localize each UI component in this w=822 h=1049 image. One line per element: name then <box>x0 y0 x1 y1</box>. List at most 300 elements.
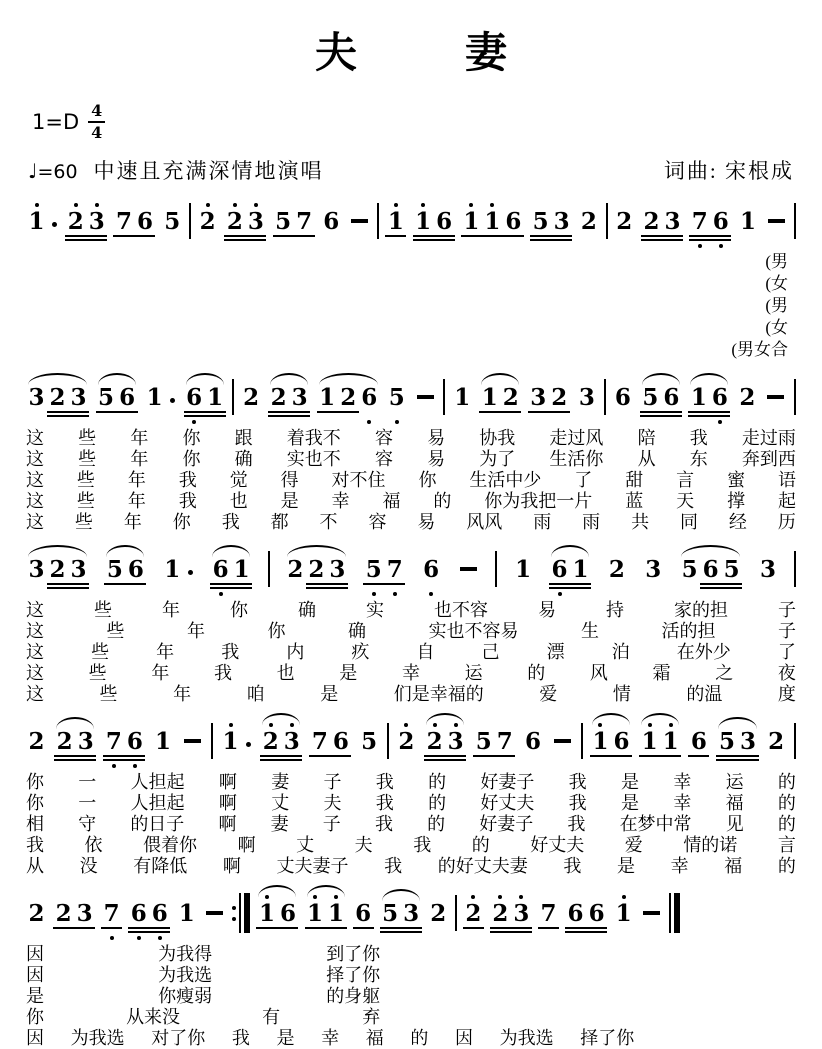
lyric-syllable: 是 <box>276 1028 295 1049</box>
lyric-syllable: 你 <box>26 772 44 793</box>
note-group <box>103 720 145 762</box>
lyric-syllable: 我 <box>374 814 393 835</box>
note: 6 <box>700 548 721 590</box>
dash <box>768 219 785 223</box>
note-group <box>461 200 524 242</box>
octave-up-dot <box>471 895 475 899</box>
note-group <box>197 200 218 242</box>
lyric-row <box>26 835 796 856</box>
barline <box>581 723 583 759</box>
note: 6 <box>586 892 607 934</box>
note: 2 <box>739 384 756 412</box>
note-group <box>268 376 310 418</box>
note-group <box>490 892 532 934</box>
lyric-syllable: 家的担 <box>674 600 728 621</box>
lyric-syllable: 我 <box>568 772 587 793</box>
lyric-syllable: 因 <box>455 1028 473 1049</box>
quarter-note-icon: ♩ <box>28 159 38 184</box>
octave-up-dot <box>313 895 317 899</box>
lyric-syllable: 度 <box>777 684 796 705</box>
lyric-syllable: 风风 <box>466 512 503 533</box>
lyric-syllable: 你 <box>182 449 201 470</box>
note: 3 <box>662 200 683 242</box>
lyric-syllable: 啊 <box>218 793 237 814</box>
thin-barline <box>239 893 241 933</box>
lyric-syllable: 运 <box>725 772 744 793</box>
lyric-row <box>26 663 796 684</box>
lyric-syllable: 为我选 <box>70 1028 125 1049</box>
lyric-syllable: 我 <box>26 835 44 856</box>
note: 7 <box>538 892 559 934</box>
note: 1 <box>317 376 338 418</box>
end-repeat-sign <box>232 893 250 933</box>
note: 6 <box>421 548 442 590</box>
lyric-syllable: 是 <box>320 684 339 705</box>
augmentation-dot <box>188 570 193 575</box>
lyric-syllable: 我 <box>221 512 240 533</box>
note: 2 <box>608 556 625 584</box>
note: 7 <box>113 200 134 242</box>
lyric-syllable: 些 <box>88 663 107 684</box>
lyric-syllable: 的 <box>777 793 796 814</box>
lyric-syllable: 些 <box>99 684 118 705</box>
lyric-syllable: 你 <box>267 621 286 642</box>
notation-line <box>26 885 681 941</box>
dash <box>643 911 660 915</box>
lyric-syllable: 到了你 <box>326 944 381 965</box>
lyric-syllable: 弃 <box>362 1007 381 1028</box>
note-group <box>641 200 683 242</box>
lyric-syllable: 的 <box>777 772 796 793</box>
lyric-syllable: 妻 <box>270 814 289 835</box>
lyric-syllable: 这 <box>26 512 44 533</box>
octave-up-dot <box>74 203 78 207</box>
lyric-syllable: 这 <box>26 621 44 642</box>
note: 7 <box>494 720 515 762</box>
note: 2 <box>47 376 68 418</box>
lyric-syllable: 有 <box>262 1007 281 1028</box>
note: 1 <box>385 200 406 242</box>
tempo-bpm: =60 <box>37 161 78 184</box>
part-label: (女 <box>765 318 788 338</box>
octave-up-dot <box>334 895 338 899</box>
lyric-syllable: 的日子 <box>130 814 185 835</box>
lyric-syllable: 幸 <box>673 772 692 793</box>
lyric-syllable: 人担起 <box>130 793 185 814</box>
note: 5 <box>721 548 742 590</box>
lyric-syllable: 我 <box>689 428 708 449</box>
lyric-syllable: 我 <box>178 491 197 512</box>
lyric-row <box>26 428 796 449</box>
lyric-syllable: 些 <box>78 428 97 449</box>
octave-down-dot <box>133 764 137 768</box>
lyric-syllable: 持 <box>606 600 624 621</box>
lyric-syllable: 年 <box>187 621 205 642</box>
lyric-syllable: 啊 <box>237 835 256 856</box>
lyric-syllable: 我 <box>375 793 394 814</box>
note: 1 <box>515 556 532 584</box>
note: 6 <box>614 384 631 412</box>
lyric-syllable: 啊 <box>218 814 237 835</box>
note-group <box>549 548 591 590</box>
lyric-syllable: 的 <box>410 1028 429 1049</box>
lyric-syllable: 子 <box>778 621 796 642</box>
octave-down-dot <box>558 592 562 596</box>
lyric-syllable: 确 <box>234 449 253 470</box>
part-label: (女 <box>765 274 788 294</box>
lyric-row <box>26 856 796 877</box>
note: 6 <box>611 720 632 762</box>
note: 1 <box>305 892 326 934</box>
note-group <box>26 892 47 934</box>
octave-up-dot <box>622 895 626 899</box>
octave-down-dot <box>158 936 162 940</box>
note: 1 <box>660 720 681 762</box>
lyric-syllable: 夜 <box>777 663 796 684</box>
note: 6 <box>688 720 709 762</box>
lyric-syllable: 情的诺 <box>683 835 738 856</box>
lyric-syllable: 从 <box>26 856 44 877</box>
note: 3 <box>578 384 595 412</box>
lyric-syllable: 见 <box>725 814 744 835</box>
barline <box>387 723 389 759</box>
note-group <box>210 548 252 590</box>
note-group <box>639 720 681 762</box>
note: 5 <box>273 200 294 242</box>
lyric-syllable: 年 <box>130 428 149 449</box>
octave-up-dot <box>206 203 210 207</box>
lyric-syllable: 这 <box>26 449 44 470</box>
note: 2 <box>396 720 417 762</box>
lyric-syllable: 走过雨 <box>741 428 796 449</box>
note: 2 <box>500 376 521 418</box>
lyric-syllable: 幸 <box>670 856 689 877</box>
note: 6 <box>134 200 155 242</box>
lyric-syllable: 实也不容易 <box>428 621 519 642</box>
lyric-row <box>26 600 796 621</box>
lyric-syllable: 甜 <box>625 470 644 491</box>
lyric-syllable: 同 <box>679 512 698 533</box>
lyric-syllable: 我 <box>178 470 197 491</box>
music-system <box>26 885 796 1049</box>
augmentation-dot <box>52 222 57 227</box>
note: 2 <box>53 892 74 934</box>
octave-up-dot <box>265 895 269 899</box>
dash <box>351 219 368 223</box>
note-group <box>363 548 405 590</box>
lyric-syllable: 爱 <box>539 684 558 705</box>
music-system <box>26 193 796 361</box>
lyric-syllable: 的温 <box>686 684 723 705</box>
score-systems <box>26 193 796 1049</box>
lyric-syllable: 一 <box>78 793 97 814</box>
key-signature: 1=D <box>32 109 80 134</box>
dash <box>184 739 201 743</box>
note: 7 <box>101 892 122 934</box>
note-group <box>65 200 107 242</box>
lyric-row <box>26 986 380 1007</box>
lyric-syllable: 活的担 <box>661 621 716 642</box>
lyric-syllable: 易 <box>427 449 446 470</box>
note-group <box>679 548 742 590</box>
octave-up-dot <box>498 895 502 899</box>
note-group <box>413 200 455 242</box>
note: 2 <box>549 376 570 418</box>
octave-up-dot <box>269 723 273 727</box>
note: 3 <box>738 720 759 762</box>
thick-barline <box>244 893 250 933</box>
note: 1 <box>326 892 347 934</box>
note: 6 <box>124 720 145 762</box>
lyric-syllable: 是 <box>620 772 639 793</box>
lyric-row <box>26 621 796 642</box>
lyric-syllable: 夫 <box>354 835 373 856</box>
final-barline <box>669 893 680 933</box>
note: 2 <box>243 384 260 412</box>
lyric-syllable: 的 <box>428 772 447 793</box>
note: 2 <box>54 720 75 762</box>
note: 2 <box>260 720 281 762</box>
dash <box>460 567 477 571</box>
octave-down-dot <box>429 592 433 596</box>
barline <box>604 379 606 415</box>
note-group <box>309 720 351 762</box>
note: 1 <box>613 892 634 934</box>
lyric-syllable: 择了你 <box>580 1028 635 1049</box>
note: 6 <box>353 892 374 934</box>
time-signature-denominator: 4 <box>91 122 103 142</box>
lyric-syllable: 我 <box>563 856 582 877</box>
note: 1 <box>146 384 163 412</box>
barline <box>794 379 796 415</box>
lyric-syllable: 丈夫妻子 <box>276 856 349 877</box>
note-group <box>612 376 633 418</box>
lyrics-block <box>26 428 796 533</box>
octave-down-dot <box>110 936 114 940</box>
lyric-syllable: 奔到西 <box>741 449 796 470</box>
octave-down-dot <box>192 420 196 424</box>
lyric-syllable: 福 <box>365 1028 384 1049</box>
lyric-syllable: 对了你 <box>151 1028 206 1049</box>
lyric-syllable: 些 <box>91 642 110 663</box>
octave-down-dot <box>219 592 223 596</box>
note: 3 <box>551 200 572 242</box>
note: 7 <box>689 200 710 242</box>
lyric-row <box>26 491 796 512</box>
note: 7 <box>103 720 124 762</box>
note-group <box>113 200 155 242</box>
note: 3 <box>445 720 466 762</box>
lyric-syllable: 在梦中常 <box>619 814 692 835</box>
lyric-syllable: 协我 <box>479 428 516 449</box>
note-group <box>428 892 449 934</box>
note-group <box>643 548 664 590</box>
lyric-syllable: 为我选 <box>158 965 213 986</box>
note: 1 <box>639 720 660 762</box>
note: 3 <box>75 720 96 762</box>
note-group <box>162 548 195 590</box>
lyric-syllable: 容 <box>374 449 393 470</box>
octave-down-dot <box>367 420 371 424</box>
lyric-syllable: 幸 <box>331 491 350 512</box>
lyric-syllable: 择了你 <box>326 965 381 986</box>
note-group <box>26 548 89 590</box>
lyric-syllable: 雨 <box>533 512 552 533</box>
lyric-syllable: 咱 <box>246 684 265 705</box>
lyric-syllable: 语 <box>777 470 796 491</box>
lyric-syllable: 撑 <box>727 491 746 512</box>
note: 2 <box>47 548 68 590</box>
lyric-syllable: 言 <box>777 835 796 856</box>
barline <box>606 203 608 239</box>
music-system <box>26 369 796 533</box>
note: 5 <box>380 892 401 934</box>
lyric-syllable: 跟 <box>234 428 253 449</box>
note-group <box>26 200 59 242</box>
time-signature-numerator: 4 <box>88 102 105 123</box>
lyric-syllable: 我 <box>568 793 587 814</box>
note-group <box>688 376 730 418</box>
lyric-syllable: 了 <box>777 642 796 663</box>
lyric-syllable: 我 <box>567 814 586 835</box>
note-group <box>421 548 442 590</box>
part-labels <box>26 251 796 361</box>
lyric-syllable: 福 <box>382 491 401 512</box>
note: 7 <box>309 720 330 762</box>
lyric-syllable: 你 <box>230 600 248 621</box>
note: 6 <box>117 376 138 418</box>
note: 3 <box>528 376 549 418</box>
note: 1 <box>454 384 471 412</box>
note-group <box>260 720 302 762</box>
lyric-syllable: 这 <box>26 684 44 705</box>
lyric-syllable: 没 <box>79 856 98 877</box>
note-group <box>359 720 380 762</box>
octave-up-dot <box>233 203 237 207</box>
note-group <box>176 892 197 934</box>
lyric-syllable: 有降低 <box>133 856 188 877</box>
lyric-syllable: 己 <box>481 642 500 663</box>
note: 1 <box>482 200 503 242</box>
note-group <box>224 200 266 242</box>
lyric-syllable: 是 <box>620 793 639 814</box>
octave-up-dot <box>421 203 425 207</box>
note: 1 <box>570 548 591 590</box>
lyric-syllable: 霜 <box>652 663 671 684</box>
note: 3 <box>245 200 266 242</box>
note: 1 <box>155 728 172 756</box>
note-group <box>522 720 543 762</box>
lyric-syllable: 为了 <box>479 449 516 470</box>
lyric-syllable: 你 <box>182 428 201 449</box>
lyrics-block <box>26 772 796 877</box>
lyric-syllable: 的 <box>777 814 796 835</box>
lyric-syllable: 你 <box>26 793 44 814</box>
note: 2 <box>424 720 445 762</box>
note: 5 <box>363 548 384 590</box>
note-group <box>386 376 407 418</box>
lyric-row <box>26 512 796 533</box>
lyric-syllable: 年 <box>151 663 170 684</box>
lyric-syllable: 年 <box>156 642 175 663</box>
lyric-syllable: 为我选 <box>499 1028 554 1049</box>
lyric-syllable: 们是幸福的 <box>393 684 484 705</box>
note: 2 <box>463 892 484 934</box>
barline <box>211 723 213 759</box>
lyric-syllable: 蜜 <box>727 470 746 491</box>
lyric-syllable: 我 <box>231 1028 250 1049</box>
note: 2 <box>490 892 511 934</box>
augmentation-dot <box>246 742 251 747</box>
lyric-syllable: 实 <box>366 600 384 621</box>
note-group <box>305 892 347 934</box>
note: 1 <box>413 200 434 242</box>
note: 5 <box>104 548 125 590</box>
lyric-syllable: 着我不 <box>286 428 341 449</box>
lyric-row <box>26 772 796 793</box>
note: 3 <box>401 892 422 934</box>
note-group <box>241 376 262 418</box>
note: 1 <box>220 720 241 762</box>
dash <box>554 739 571 743</box>
note-group <box>104 548 146 590</box>
lyric-syllable: 人担起 <box>130 772 185 793</box>
note: 2 <box>616 208 633 236</box>
repeat-dot <box>232 906 236 910</box>
lyric-syllable: 年 <box>173 684 192 705</box>
notation-line <box>26 193 796 249</box>
note: 5 <box>473 720 494 762</box>
tempo-marking <box>28 155 794 185</box>
octave-down-dot <box>395 420 399 424</box>
note: 1 <box>164 556 181 584</box>
note: 6 <box>210 548 231 590</box>
note-group <box>737 200 758 242</box>
octave-down-dot <box>372 592 376 596</box>
note: 2 <box>28 728 45 756</box>
lyric-syllable: 在外少 <box>676 642 731 663</box>
note: 1 <box>256 892 277 934</box>
lyric-syllable: 实也不 <box>286 449 341 470</box>
dash <box>417 395 434 399</box>
lyric-syllable: 雨 <box>582 512 601 533</box>
lyric-syllable: 言 <box>676 470 695 491</box>
barline <box>794 203 796 239</box>
lyric-syllable: 的 <box>471 835 490 856</box>
note-group <box>479 376 521 418</box>
lyric-syllable: 些 <box>94 600 112 621</box>
octave-up-dot <box>35 203 39 207</box>
note: 5 <box>716 720 737 762</box>
lyric-syllable: 共 <box>631 512 650 533</box>
lyric-syllable: 你 <box>26 1007 44 1028</box>
lyric-syllable: 容 <box>374 428 393 449</box>
lyric-syllable: 好丈夫 <box>480 793 535 814</box>
note: 5 <box>640 376 661 418</box>
lyric-syllable: 年 <box>127 470 146 491</box>
note-group <box>128 892 170 934</box>
note-group <box>689 200 731 242</box>
lyric-syllable: 天 <box>676 491 695 512</box>
note: 6 <box>128 892 149 934</box>
octave-up-dot <box>519 895 523 899</box>
lyric-syllable: 啊 <box>218 772 237 793</box>
lyric-syllable: 的好丈夫妻 <box>437 856 528 877</box>
note: 1 <box>739 208 756 236</box>
lyric-syllable: 些 <box>76 491 95 512</box>
note-group <box>26 720 47 762</box>
note-group <box>424 720 466 762</box>
